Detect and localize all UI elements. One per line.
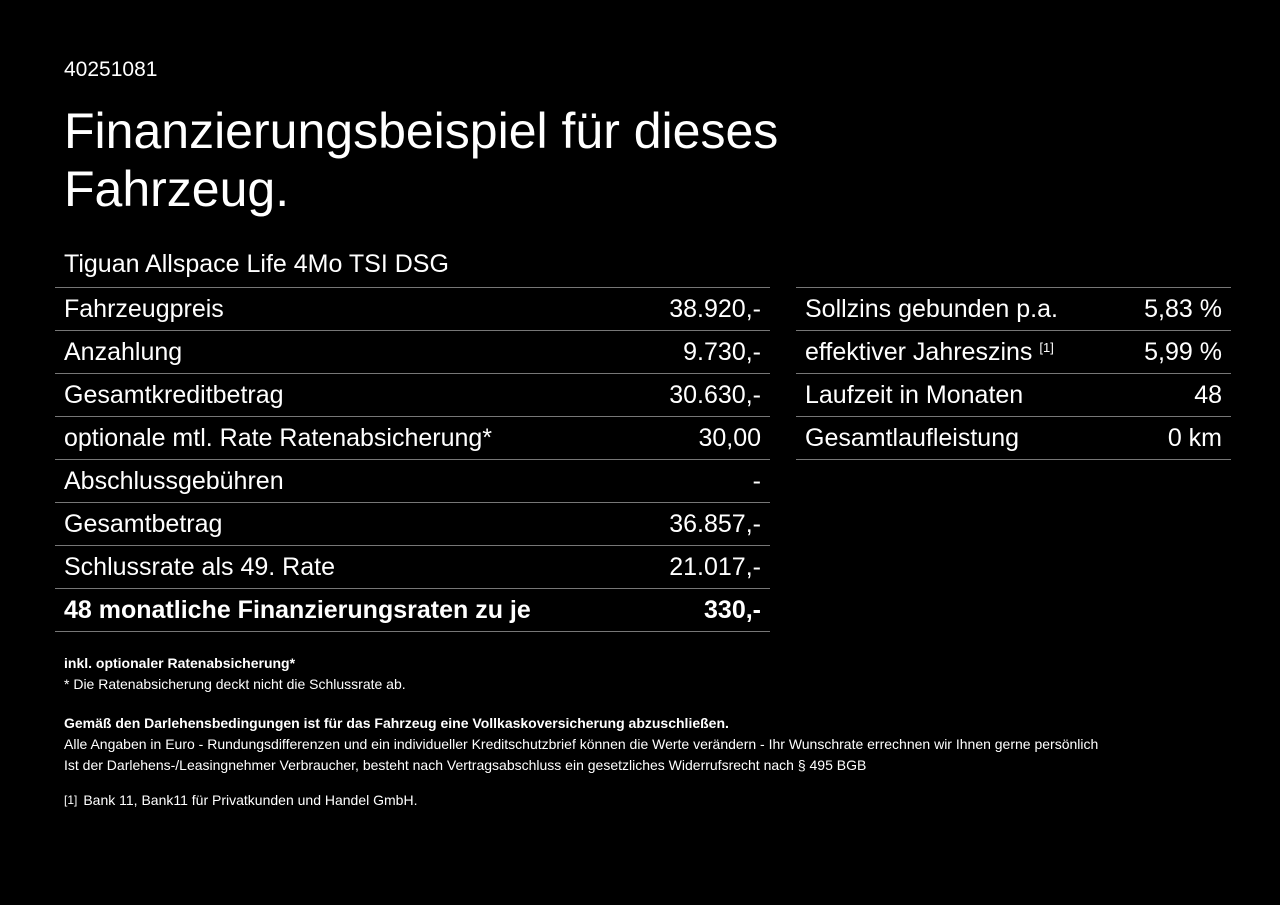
table-row — [55, 546, 770, 589]
row-label: optionale mtl. Rate Ratenabsicherung* — [55, 417, 638, 460]
insurance-notes — [64, 653, 406, 695]
row-label: Gesamtkreditbetrag — [55, 374, 638, 417]
disclaimer: Alle Angaben in Euro - Rundungsdifferenzen und ein individueller Kreditschutzbrief können die Werte verändern - Ihr Wunschrate errechnen wir Ihnen gerne persönlich — [64, 736, 1099, 752]
page-title: Finanzierungsbeispiel für dieses Fahrzeug. — [64, 103, 779, 217]
incl-note: inkl. optionaler Ratenabsicherung* — [64, 655, 296, 671]
star-note: * Die Ratenabsicherung deckt nicht die Schlussrate ab. — [64, 676, 406, 692]
footnote-ref: [1] — [1039, 339, 1054, 355]
row-label: Gesamtlaufleistung — [796, 417, 1117, 460]
row-value: 5,83 % — [1117, 288, 1231, 331]
table-row — [55, 503, 770, 546]
row-value: 21.017,- — [638, 546, 770, 589]
row-value: 9.730,- — [638, 331, 770, 374]
row-label: Laufzeit in Monaten — [796, 374, 1117, 417]
withdrawal-note: Ist der Darlehens-/Leasingnehmer Verbraucher, besteht nach Vertragsabschluss ein gesetzliches Widerrufsrecht nach § 495 BGB — [64, 757, 867, 773]
footnote-text: Bank 11, Bank11 für Privatkunden und Handel GmbH. — [83, 792, 418, 808]
table-row — [55, 374, 770, 417]
row-value: 30,00 — [638, 417, 770, 460]
footnote-mark: [1] — [64, 793, 78, 807]
vehicle-name: Tiguan Allspace Life 4Mo TSI DSG — [64, 250, 449, 278]
table-row — [796, 331, 1231, 374]
table-row — [55, 460, 770, 503]
row-label: Anzahlung — [55, 331, 638, 374]
monthly-rate-row — [55, 589, 770, 632]
row-label: Fahrzeugpreis — [55, 288, 638, 331]
interest-table — [796, 287, 1231, 460]
row-value: - — [638, 460, 770, 503]
footnote — [64, 790, 417, 811]
table-row — [55, 288, 770, 331]
legal-notes — [64, 713, 1098, 776]
table-row — [55, 331, 770, 374]
row-value: 330,- — [638, 589, 770, 632]
row-value: 36.857,- — [638, 503, 770, 546]
table-row — [796, 417, 1231, 460]
row-label: 48 monatliche Finanzierungsraten zu je — [55, 589, 638, 632]
row-label: Sollzins gebunden p.a. — [796, 288, 1117, 331]
row-value: 48 — [1117, 374, 1231, 417]
financing-table — [55, 287, 770, 632]
row-value: 38.920,- — [638, 288, 770, 331]
row-value: 5,99 % — [1117, 331, 1231, 374]
table-row — [796, 288, 1231, 331]
row-label: Abschlussgebühren — [55, 460, 638, 503]
row-label: effektiver Jahreszins — [805, 337, 1033, 366]
table-row — [55, 417, 770, 460]
table-row — [796, 374, 1231, 417]
document-id: 40251081 — [64, 58, 158, 81]
row-value: 0 km — [1117, 417, 1231, 460]
row-value: 30.630,- — [638, 374, 770, 417]
insurance-requirement: Gemäß den Darlehensbedingungen ist für das Fahrzeug eine Vollkaskoversicherung abzuschließen. — [64, 715, 729, 731]
row-label-cell — [796, 331, 1117, 374]
row-label: Schlussrate als 49. Rate — [55, 546, 638, 589]
row-label: Gesamtbetrag — [55, 503, 638, 546]
